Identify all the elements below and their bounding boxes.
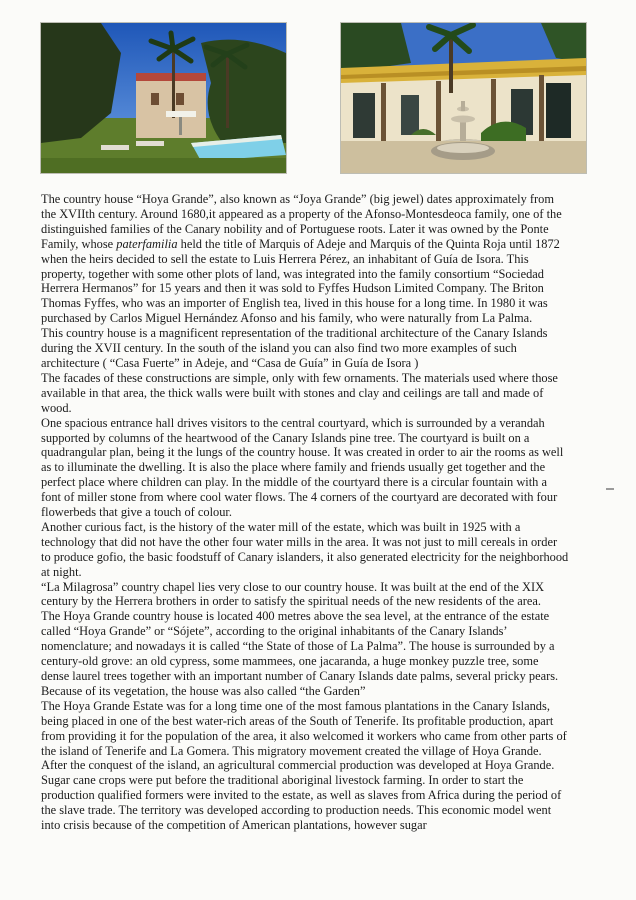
photo-pool-garden-icon — [41, 23, 286, 173]
paragraph-conquest: After the conquest of the island, an agricultural commercial production was developed at Hoya Grande. Sugar cane crops were put before the traditional aboriginal livestock farming. In order to start the production qualified formers were invited to the estate, as well as slaves from Africa during the period of the slave trade. The territory was developed according to production needs. This economic model went into crisis because of the competition of American plantations, however sugar — [41, 758, 562, 833]
article-body — [41, 192, 569, 833]
paragraph-history-text-a: The country house “Hoya Grande”, also known as “Joya Grande” (big jewel) dates approximately from the XVIIth century. Around 1680,it appeared as a property of the Afonso-Montesdeoca family, one of the distinguished families of the Canary nobility and of Portuguese roots. Later it was owned by the Ponte Family, whose — [41, 192, 562, 251]
paragraph-water-mill: Another curious fact, is the history of the water mill of the estate, which was built in 1925 with a technology that did not have the other four water mills in the area. It was not just to mill cereals in order to produce gofio, the basic foodstuff of Canary islanders, it also generated electricity for the neighborhood at night. — [41, 519, 569, 579]
paragraph-facades: The facades of these constructions are simple, only with few ornaments. The materials used where those available in that area, the thick walls were built with stones and clay and ceilings are tall and made of wood. — [41, 370, 558, 415]
paragraph-history — [41, 192, 569, 326]
courtyard-fountain-photo — [340, 22, 587, 174]
paragraph-history-text-b: held the title of Marquis of Adeje and Marquis of the Quinta Roja until 1872 when the heirs decided to sell the estate to Luis Herrera Pérez, an inhabitant of Guía de Isora. This property, together with some other plots of land, was integrated into the family consortium “Sociedad Herrera Hermanos” for 15 years and then it was sold to Fyffes Hudson Limited Company. The Briton Thomas Fyffes, who was an importer of English tea, lived in this house for a long time. In 1980 it was purchased by Carlos Miguel Hernández Afonso and his family, who were naturally from La Palma. — [41, 236, 560, 326]
margin-mark — [606, 488, 614, 490]
photo-courtyard-fountain-icon — [341, 23, 586, 173]
pool-garden-photo — [40, 22, 287, 174]
paragraph-courtyard: One spacious entrance hall drives visitors to the central courtyard, which is surrounded by a verandah supported by columns of the heartwood of the Canary Islands pine tree. The courtyard is built on a quadrangular plan, being it the lungs of the country house. It was created in order to air the rooms as well as to illuminate the dwelling. It is also the place where family and friends usually get together and the perfect place where children can play. In the middle of the courtyard there is a circular fountain with a font of miller stone from where cool water flows. The 4 corners of the courtyard are decorated with four flowerbeds that give a touch of colour. — [41, 415, 564, 520]
paragraph-estate: The Hoya Grande Estate was for a long time one of the most famous plantations in the Canary Islands, being placed in one of the best water-rich areas of the South of Tenerife. Its profitable production, apart from providing it for the population of the area, it also welcomed it workers who came from other parts of the island of Tenerife and La Gomera. This migratory movement created the village of Hoya Grande. — [41, 698, 567, 758]
paragraph-chapel: “La Milagrosa” country chapel lies very close to our country house. It was built at the end of the XIX century by the Herrera brothers in order to satisfy the spiritual needs of the new residents of the area. — [41, 579, 545, 609]
paragraph-location: The Hoya Grande country house is located 400 metres above the sea level, at the entrance of the estate called “Hoya Grande” or “Sójete”, according to the original inhabitants of the Canary Islands’ nomenclature; and nowadays it is called “the State of those of La Palma”. The house is surrounded by a century-old grove: an old cypress, some mammees, one jacaranda, a huge monkey puzzle tree, some dense laurel trees together with an important number of Canary Islands date palms, several pricky pears. Because of its vegetation, the house was also called “the Garden” — [41, 609, 559, 698]
paterfamilia-emphasis: paterfamilia — [116, 236, 178, 251]
paragraph-architecture: This country house is a magnificent representation of the traditional architecture of the Canary Islands during the XVII century. In the south of the island you can also find two more examples of such architecture ( “Casa Fuerte” in Adeje, and “Casa de Guía” in Guía de Isora ) — [41, 326, 548, 370]
